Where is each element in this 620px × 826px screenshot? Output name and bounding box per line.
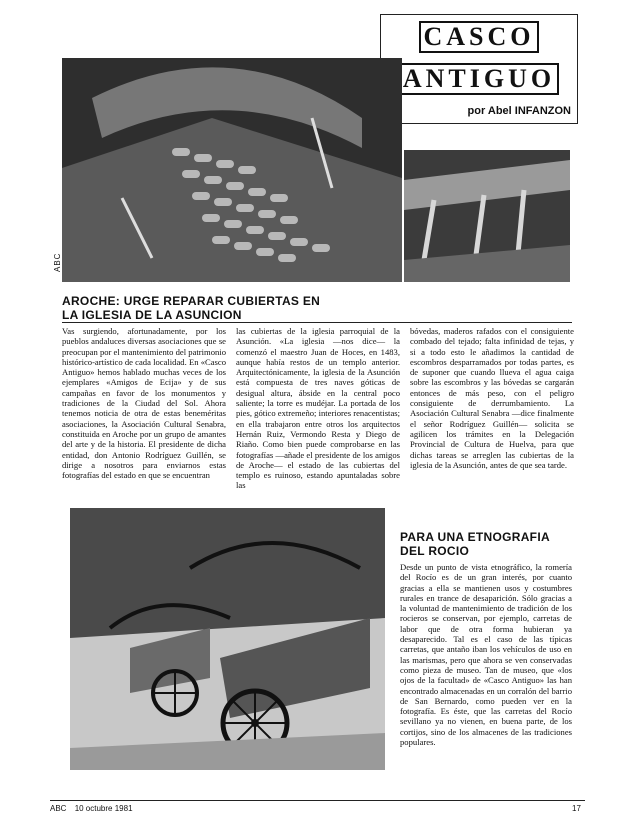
article1-headline [62, 294, 392, 322]
masthead-casco-text: CASCO [419, 21, 538, 53]
footer-left [50, 804, 133, 813]
headline-rule [62, 322, 572, 323]
footer-rule [50, 800, 585, 801]
page-number: 17 [572, 804, 581, 813]
article1-headline-line1: AROCHE: URGE REPARAR CUBIERTAS EN [62, 294, 321, 308]
article2-body: Desde un punto de vista etnográfico, la romería del Rocío es de un gran interés, por cuanto gracias a ella se mantienen usos y costumbres rurales en trance de desaparición. Sólo gracias a la voluntad de mantenimiento de tradición de los rocieros se conservan, por ejemplo, carretas de labor que de otra forma hubieran ya desaparecido. Tal es el caso de las típicas carretas, que antaño iban los vehículos de uso en las marismas, pero que ahora se ven conservadas como pieza de museo. Tan de museo, que «los ojos de la facultad» de «Casco Antiguo» las han encontrado almacenadas en un corralón del barrio de San Bernardo, como pueden ver en la fotografía. Es éste, que las carretas del Rocío sevillano ya no vienen, en buena parte, de los cortijos, sino de los almacenes de las tradiciones populares. [400, 562, 572, 748]
section-masthead [380, 14, 578, 124]
footer-date: 10 octubre 1981 [74, 804, 133, 813]
article2-headline [400, 530, 580, 558]
carts-photo [70, 508, 385, 770]
masthead-word-antiguo [381, 63, 577, 95]
footer-publication: ABC [50, 804, 67, 813]
byline: por Abel INFANZON [467, 105, 571, 117]
article1-column-1: Vas surgiendo, afortunadamente, por los pueblos andaluces diversas asociaciones que se preocupan por el mantenimiento del patrimonio histórico-artístico de cada localidad. En «Casco Antiguo» hemos hablado muchas veces de los ejemplares «Amigos de Ecija» y de sus campañas en favor de los monumentos y tradiciones de la Ciudad del Sol. Ahora tenemos noticia de otra de estas beneméritas asociaciones, la Asociación Cultural Senabra, constituida en Aroche por un grupo de amantes del arte y de la historia. El presidente de dicha entidad, don Antonio Rodríguez Guillén, se dirige a nosotros para enviarnos estas fotografías del estado en que se encuentran [62, 326, 226, 481]
timber-supports-photo [404, 150, 570, 282]
masthead-antiguo-text: ANTIGUO [399, 63, 559, 95]
masthead-word-casco [381, 21, 577, 53]
photo-credit-side: ABC [53, 252, 62, 272]
article1-column-2: las cubiertas de la iglesia parroquial de la Asunción. «La iglesia —nos dice— la comenzó el maestro Juan de Hoces, en 1483, aunque había restos de un templo anterior. Arquitectónicamente, la iglesia de la Asunción está compuesta de tres naves góticas de desigual altura, ábside en la central poco saliente; la torre es mudéjar. La portada de los pies, gótico extremeño; interiores renacentistas; en ella trabajaron entre otros los arquitectos Hernán Ruiz, Vermondo Resta y Diego de Riaño. Como bien puede comprobarse en las fotografías —añade el presidente de los amigos de Aroche— el estado de las cubiertas del templo es ruinoso, estando apuntaladas sobre las [236, 326, 400, 491]
article1-headline-line2: LA IGLESIA DE LA ASUNCION [62, 308, 242, 322]
article2-headline-line1: PARA UNA ETNOGRAFIA [400, 530, 550, 544]
article2-headline-line2: DEL ROCIO [400, 544, 470, 558]
roof-tiles-photo [62, 58, 402, 282]
article1-column-3: bóvedas, maderos rafados con el consiguiente combado del tejado; falta infinidad de tejas, y si a todo esto le añadimos la cantidad de escombros desparramados por todas partes, es de suponer que cuando llueva el agua caiga sobre las escombros y las bóvedas se cargarán entonces de más peso, con el peligro consiguiente de derrumbamiento. La Asociación Cultural Senabra —dice finalmente el señor Rodríguez Guillén— solicita se agilicen los trámites en la Delegación Provincial de Cultura de Huelva, para que dichas tareas se arreglen las cubiertas de la iglesia de la Asunción, antes de que sea tarde. [410, 326, 574, 470]
